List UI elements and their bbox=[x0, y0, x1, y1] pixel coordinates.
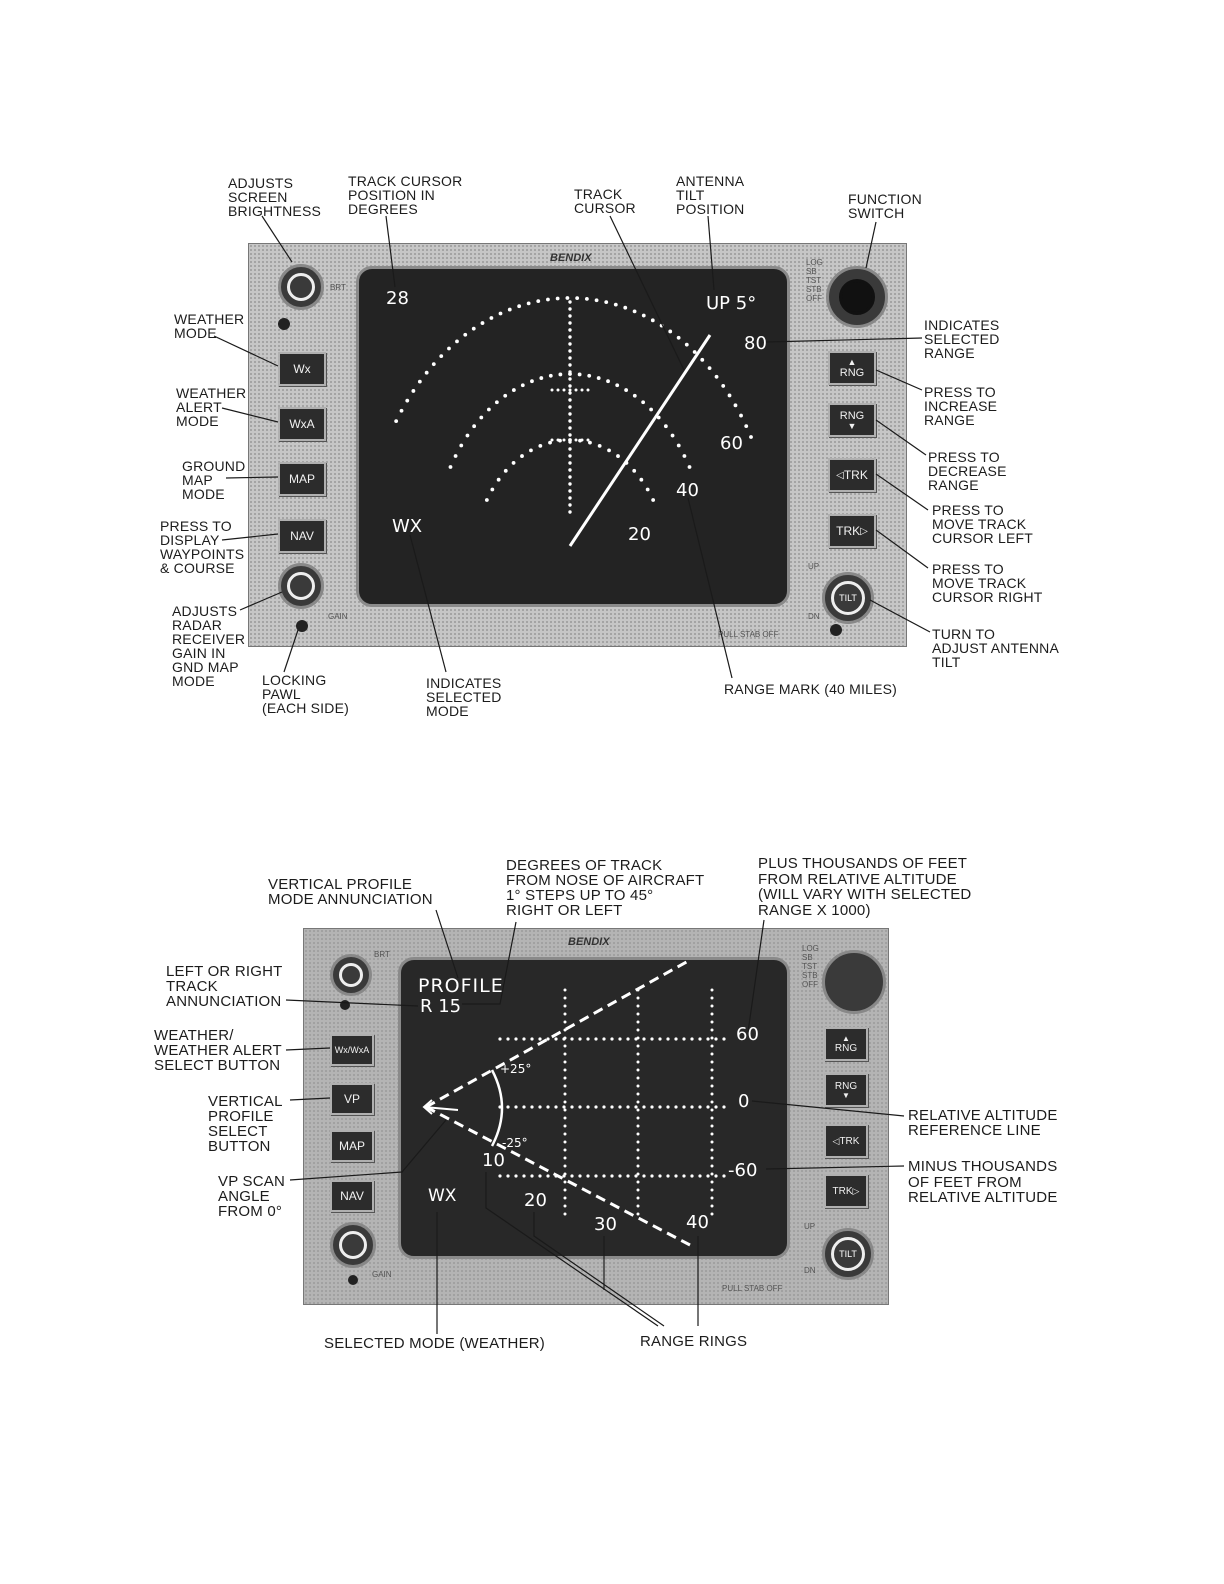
locking-pawl-right bbox=[830, 624, 842, 636]
label-line: PROFILE bbox=[208, 1108, 274, 1125]
brightness-knob-bottom[interactable] bbox=[330, 954, 372, 996]
label-line: MOVE TRACK bbox=[932, 516, 1027, 532]
label-minus-feet bbox=[908, 1159, 1058, 1206]
label-press-display bbox=[160, 519, 244, 575]
label-line: RECEIVER bbox=[172, 631, 246, 647]
label-line: OF FEET FROM bbox=[908, 1173, 1022, 1191]
label-line: SCREEN bbox=[228, 189, 288, 205]
label-line: MOVE TRACK bbox=[932, 575, 1027, 591]
function-knob-face bbox=[839, 279, 875, 315]
label-weather-mode bbox=[174, 312, 244, 340]
label-scan-angle bbox=[218, 1174, 285, 1219]
label-line: PRESS TO bbox=[932, 502, 1004, 518]
gain-label-top: GAIN bbox=[328, 612, 348, 621]
label-track-position bbox=[348, 174, 462, 216]
label-tilt-adjust bbox=[932, 627, 1059, 669]
label-track-left bbox=[932, 503, 1033, 545]
vp-button[interactable]: VP bbox=[330, 1083, 374, 1115]
tilt-knob-ring-bottom bbox=[831, 1237, 865, 1271]
pull-stab-off-top: PULL STAB OFF bbox=[718, 630, 779, 639]
label-line: GND MAP bbox=[172, 659, 239, 675]
tilt-knob-label-bottom: TILT bbox=[839, 1249, 857, 1259]
profile-annunciation: PROFILE bbox=[418, 975, 504, 997]
brand-logo-bottom: BENDIX bbox=[568, 936, 610, 948]
mode-readout-bottom: WX bbox=[428, 1186, 457, 1206]
label-lr-track bbox=[166, 964, 283, 1009]
pull-stab-off-bottom: PULL STAB OFF bbox=[722, 1284, 783, 1293]
label-line: CURSOR bbox=[574, 200, 636, 216]
tilt-up-label-bottom: UP bbox=[804, 1222, 816, 1231]
label-range-mark: RANGE MARK (40 MILES) bbox=[724, 681, 898, 697]
track-right-button[interactable] bbox=[828, 514, 876, 548]
label-line: MODE bbox=[182, 486, 225, 502]
label-line: BUTTON bbox=[208, 1138, 271, 1155]
func-positions-top bbox=[806, 258, 823, 303]
trk-right-label-bottom: TRK bbox=[832, 1185, 853, 1197]
label-line: MAP bbox=[182, 472, 213, 488]
rng-down-label: RNG bbox=[839, 409, 865, 422]
label-locking-pawl bbox=[262, 673, 349, 715]
gain-knob-bottom[interactable] bbox=[330, 1222, 376, 1268]
nav-button-bottom[interactable]: NAV bbox=[330, 1180, 374, 1212]
label-relative-altitude bbox=[908, 1108, 1058, 1138]
label-line: INDICATES bbox=[924, 317, 1000, 333]
label-line: TRACK bbox=[574, 186, 623, 202]
func-pos-off: OFF bbox=[806, 294, 822, 303]
func-pos-log: LOG bbox=[806, 258, 823, 267]
label-line: REFERENCE LINE bbox=[908, 1122, 1041, 1139]
rng-down-label-bottom: RNG bbox=[834, 1080, 858, 1092]
func-pos-stb-bottom: STB bbox=[802, 971, 818, 980]
function-switch-knob-bottom[interactable] bbox=[822, 950, 886, 1014]
label-track-right bbox=[932, 562, 1043, 604]
label-line: MODE bbox=[172, 673, 215, 689]
label-brightness bbox=[228, 176, 321, 218]
label-line: PRESS TO bbox=[924, 384, 996, 400]
func-pos-tst: TST bbox=[806, 276, 822, 285]
label-line: WAYPOINTS bbox=[160, 546, 245, 562]
func-pos-sb: SB bbox=[806, 267, 817, 276]
tilt-dn-label-bottom: DN bbox=[804, 1266, 816, 1275]
label-line: ANGLE bbox=[218, 1188, 270, 1205]
label-line: ANTENNA bbox=[676, 173, 745, 189]
label-line: WEATHER/ bbox=[154, 1027, 234, 1044]
locking-pawl-top-left bbox=[278, 318, 290, 330]
label-line: PAWL bbox=[262, 686, 301, 702]
tilt-knob-bottom[interactable] bbox=[822, 1228, 874, 1280]
left-arrow-icon: ◁ bbox=[836, 469, 844, 481]
label-line: & COURSE bbox=[160, 560, 235, 576]
label-line: (EACH SIDE) bbox=[262, 700, 349, 716]
label-line: ADJUSTS bbox=[172, 603, 238, 619]
mode-readout: WX bbox=[392, 516, 423, 537]
label-gain bbox=[172, 604, 245, 688]
label-line: WEATHER bbox=[176, 385, 247, 401]
tilt-knob[interactable] bbox=[822, 572, 874, 624]
label-line: ADJUST ANTENNA bbox=[932, 640, 1060, 656]
label-line: VP SCAN bbox=[218, 1173, 285, 1190]
range-increase-button[interactable] bbox=[828, 351, 876, 385]
label-line: POSITION bbox=[676, 201, 745, 217]
label-line: PLUS THOUSANDS OF FEET bbox=[758, 855, 968, 872]
track-left-button[interactable] bbox=[828, 458, 876, 492]
down-arrow-icon-bottom: ▼ bbox=[842, 1090, 850, 1100]
func-positions-bottom bbox=[802, 944, 819, 989]
down-arrow-icon: ▼ bbox=[847, 420, 857, 431]
range-label-30: 30 bbox=[594, 1214, 617, 1235]
right-arrow-icon-bottom: ▷ bbox=[852, 1185, 860, 1196]
label-line: TURN TO bbox=[932, 626, 996, 642]
tilt-knob-ring bbox=[831, 581, 865, 615]
label-line: RANGE X 1000) bbox=[758, 901, 871, 919]
locking-pawl-bottom-left bbox=[296, 620, 308, 632]
tilt-readout: UP 5° bbox=[706, 293, 757, 314]
label-selected-mode-weather: SELECTED MODE (WEATHER) bbox=[324, 1335, 546, 1352]
label-line: TILT bbox=[676, 187, 705, 203]
label-ground-map bbox=[182, 459, 245, 501]
locking-pawl-bottom-panel-low bbox=[348, 1275, 358, 1285]
label-line: DEGREES OF TRACK bbox=[506, 857, 663, 874]
trk-right-label: TRK bbox=[836, 524, 861, 538]
label-line: DEGREES bbox=[348, 201, 418, 217]
label-vp-mode bbox=[268, 877, 433, 907]
label-line: RELATIVE ALTITUDE bbox=[908, 1189, 1058, 1206]
label-line: RANGE bbox=[924, 412, 975, 428]
label-increase-range bbox=[924, 385, 997, 427]
label-line: SWITCH bbox=[848, 205, 905, 221]
trk-left-label: TRK bbox=[843, 468, 868, 482]
label-line: SELECTED bbox=[426, 689, 502, 705]
range-label-40: 40 bbox=[686, 1212, 709, 1233]
label-plus-feet bbox=[758, 856, 971, 918]
label-degrees-track bbox=[506, 858, 704, 918]
wx-button[interactable]: Wx bbox=[278, 352, 326, 386]
label-line: CURSOR RIGHT bbox=[932, 589, 1043, 605]
gain-knob-ring-bottom bbox=[339, 1231, 367, 1259]
label-function-switch bbox=[848, 192, 922, 220]
label-line: SELECTED bbox=[924, 331, 1000, 347]
range-label-20: 20 bbox=[524, 1190, 547, 1211]
label-tilt-position bbox=[676, 174, 745, 216]
locking-pawl-bottom-panel-top bbox=[340, 1000, 350, 1010]
gain-knob-ring bbox=[287, 572, 315, 600]
label-line: FROM NOSE OF AIRCRAFT bbox=[506, 872, 705, 889]
func-pos-stb: STB bbox=[806, 285, 822, 294]
func-pos-off-bottom: OFF bbox=[802, 980, 818, 989]
label-decrease-range bbox=[928, 450, 1007, 492]
label-line: (WILL VARY WITH SELECTED bbox=[758, 886, 972, 903]
plus-altitude-label: 60 bbox=[736, 1024, 759, 1045]
func-pos-sb-bottom: SB bbox=[802, 953, 813, 962]
label-line: PRESS TO bbox=[932, 561, 1004, 577]
ring-label-20: 20 bbox=[628, 524, 651, 545]
label-line: RIGHT OR LEFT bbox=[506, 902, 623, 919]
track-left-button-bottom[interactable] bbox=[824, 1124, 868, 1158]
trk-left-label-bottom: TRK bbox=[839, 1135, 860, 1147]
rng-up-label: RNG bbox=[839, 366, 865, 379]
label-wx-select bbox=[154, 1028, 282, 1073]
label-line: VERTICAL PROFILE bbox=[268, 876, 413, 893]
label-line: MODE ANNUNCIATION bbox=[268, 891, 433, 908]
label-line: FROM RELATIVE ALTITUDE bbox=[758, 870, 957, 888]
brt-label-top: BRT bbox=[330, 283, 346, 292]
gain-knob[interactable] bbox=[278, 563, 324, 609]
track-right-button-bottom[interactable] bbox=[824, 1174, 868, 1208]
up-arrow-icon: ▲ bbox=[847, 356, 857, 367]
zero-altitude-label: 0 bbox=[738, 1091, 750, 1112]
func-pos-log-bottom: LOG bbox=[802, 944, 819, 953]
label-line: BRIGHTNESS bbox=[228, 203, 322, 219]
map-button[interactable]: MAP bbox=[278, 462, 326, 496]
label-line: LEFT OR RIGHT bbox=[166, 963, 283, 980]
label-line: DISPLAY bbox=[160, 532, 220, 548]
label-line: LOCKING bbox=[262, 672, 327, 688]
label-line: MINUS THOUSANDS bbox=[908, 1158, 1058, 1175]
label-line: MODE bbox=[176, 413, 219, 429]
map-button-bottom[interactable]: MAP bbox=[330, 1130, 374, 1162]
label-line: VERTICAL bbox=[208, 1093, 283, 1110]
label-line: TRACK bbox=[166, 978, 218, 995]
function-switch-knob[interactable] bbox=[826, 266, 888, 328]
label-line: MODE bbox=[174, 325, 217, 341]
brightness-knob-ring bbox=[287, 273, 315, 301]
label-line: FUNCTION bbox=[848, 191, 922, 207]
label-line: ALERT bbox=[176, 399, 222, 415]
tilt-knob-label: TILT bbox=[839, 593, 857, 603]
label-line: FROM 0° bbox=[218, 1203, 283, 1220]
brightness-knob-ring-bottom bbox=[339, 963, 363, 987]
tilt-dn-label-top: DN bbox=[808, 612, 820, 621]
label-line: WEATHER bbox=[174, 311, 245, 327]
label-track-cursor bbox=[574, 187, 636, 215]
label-line: WEATHER ALERT bbox=[154, 1042, 282, 1059]
label-line: SELECT BUTTON bbox=[154, 1057, 281, 1074]
gain-label-bottom: GAIN bbox=[372, 1270, 392, 1279]
label-line: TRACK CURSOR bbox=[348, 173, 463, 189]
label-range-rings: RANGE RINGS bbox=[640, 1333, 748, 1350]
label-line: RANGE bbox=[928, 477, 979, 493]
label-weather-alert bbox=[176, 386, 246, 428]
label-line: RANGE bbox=[924, 345, 975, 361]
range-label-10: 10 bbox=[482, 1150, 505, 1171]
brt-label-bottom: BRT bbox=[374, 950, 390, 959]
track-degrees-readout: 28 bbox=[386, 288, 409, 309]
range-decrease-button[interactable] bbox=[828, 403, 876, 437]
range-decrease-button-bottom[interactable] bbox=[824, 1073, 868, 1107]
label-selected-range bbox=[924, 318, 1000, 360]
minus-altitude-label: -60 bbox=[728, 1160, 758, 1181]
up-angle-label: +25° bbox=[500, 1062, 532, 1076]
tilt-up-label-top: UP bbox=[808, 562, 820, 571]
label-line: DECREASE bbox=[928, 463, 1007, 479]
func-pos-tst-bottom: TST bbox=[802, 962, 818, 971]
rng-up-label-bottom: RNG bbox=[834, 1042, 858, 1054]
wx-wxa-button[interactable] bbox=[330, 1034, 374, 1066]
label-line: GROUND bbox=[182, 458, 246, 474]
label-line: RADAR bbox=[172, 617, 223, 633]
label-line: PRESS TO bbox=[160, 518, 232, 534]
label-line: ANNUNCIATION bbox=[166, 993, 282, 1010]
left-arrow-icon-bottom: ◁ bbox=[832, 1135, 840, 1146]
right-arrow-icon: ▷ bbox=[860, 525, 868, 537]
up-arrow-icon-bottom: ▲ bbox=[842, 1033, 850, 1043]
ring-label-60: 60 bbox=[720, 433, 743, 454]
label-line: CURSOR LEFT bbox=[932, 530, 1033, 546]
track-annunciation: R 15 bbox=[420, 996, 462, 1017]
label-line: SELECT bbox=[208, 1123, 268, 1140]
brand-logo-top: BENDIX bbox=[550, 252, 592, 264]
brightness-knob[interactable] bbox=[278, 264, 324, 310]
label-selected-mode bbox=[426, 676, 502, 718]
label-line: 1° STEPS UP TO 45° bbox=[506, 887, 654, 904]
selected-range-readout: 80 bbox=[744, 333, 767, 354]
range-increase-button-bottom[interactable] bbox=[824, 1027, 868, 1061]
label-line: TILT bbox=[932, 654, 961, 670]
label-line: POSITION IN bbox=[348, 187, 435, 203]
wxa-button[interactable]: WxA bbox=[278, 407, 326, 441]
label-line: PRESS TO bbox=[928, 449, 1000, 465]
label-line: ADJUSTS bbox=[228, 175, 294, 191]
label-vp-select bbox=[208, 1094, 283, 1154]
label-line: GAIN IN bbox=[172, 645, 226, 661]
label-line: INDICATES bbox=[426, 675, 502, 691]
ring-label-40: 40 bbox=[676, 480, 699, 501]
label-line: RELATIVE ALTITUDE bbox=[908, 1107, 1058, 1124]
label-line: MODE bbox=[426, 703, 469, 719]
nav-button[interactable]: NAV bbox=[278, 519, 326, 553]
wx-wxa-label: Wx/WxA bbox=[334, 1045, 370, 1055]
label-line: INCREASE bbox=[924, 398, 998, 414]
down-angle-label: -25° bbox=[502, 1136, 528, 1150]
